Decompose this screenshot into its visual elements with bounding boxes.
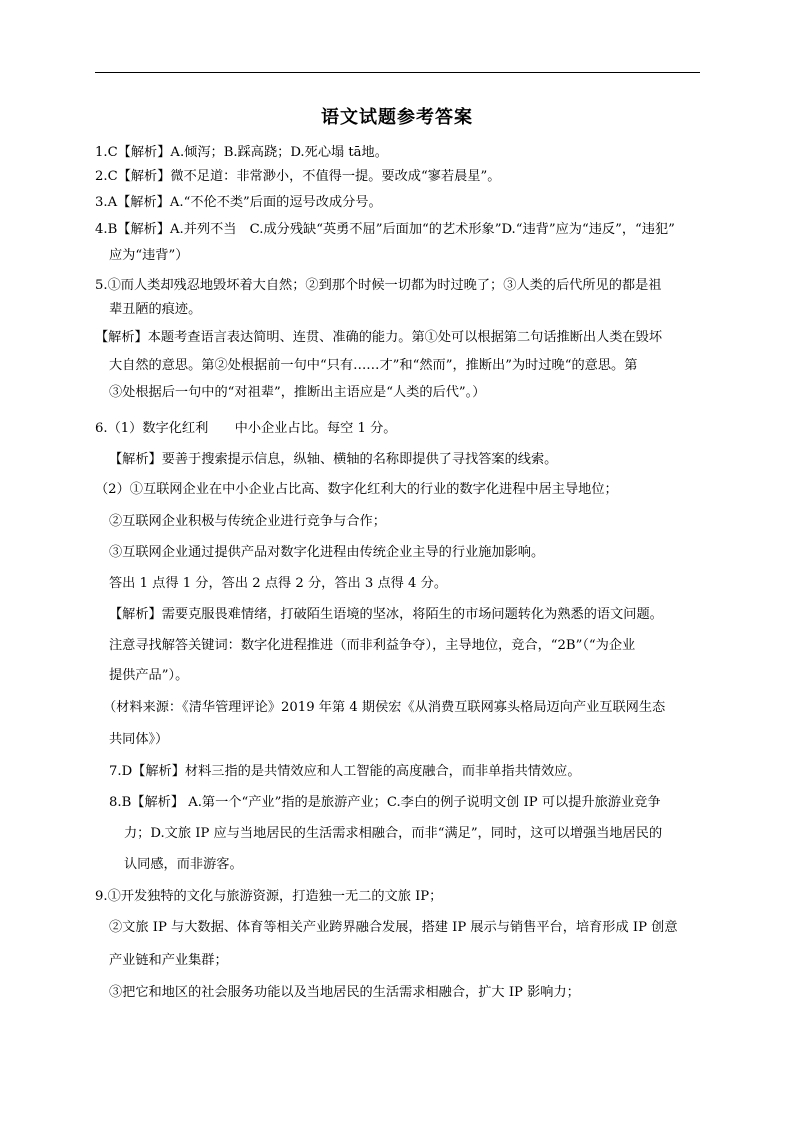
answer-line: 注意寻找解答关键词：数字化进程推进（而非利益争夺），主导地位，竞合，“2B”（“为企业 — [109, 638, 636, 653]
answer-line: 6.（1）数字化红利 中小企业占比。每空 1 分。 — [95, 421, 397, 436]
answer-line: 7.D【解析】材料三指的是共情效应和人工智能的高度融合，而非单指共情效应。 — [109, 764, 581, 779]
answer-line: 提供产品”）。 — [109, 668, 189, 683]
answer-line: 8.B【解析】 A.第一个“产业”指的是旅游产业；C.李白的例子说明文创 IP 可以提升旅游业竞争 — [109, 795, 661, 810]
answer-line: 【解析】要善于搜索提示信息，纵轴、横轴的名称即提供了寻找答案的线索。 — [109, 452, 558, 467]
page-title: 语文试题参考答案 — [321, 107, 473, 128]
header-rule — [95, 72, 700, 73]
answer-line: 认同感，而非游客。 — [124, 857, 243, 872]
answer-line: 力；D.文旅 IP 应与当地居民的生活需求相融合，而非“满足”，同时，这可以增强当地居民的 — [124, 826, 663, 841]
answer-line: 2.C【解析】微不足道：非常渺小，不值得一提。要改成“寥若晨星”。 — [95, 169, 501, 184]
answer-line: 1.C【解析】A.倾泻；B.踩高跷；D.死心塌 tā地。 — [95, 145, 388, 160]
answer-line: 【解析】需要克服畏难情绪，打破陌生语境的坚冰，将陌生的市场问题转化为熟悉的语文问题。 — [109, 607, 663, 622]
answer-line: 大自然的意思。第②处根据前一句中“只有……才”和“然而”，推断出”为时过晚“的意思。第 — [109, 358, 638, 373]
answer-line: 答出 1 点得 1 分，答出 2 点得 2 分，答出 3 点得 4 分。 — [109, 576, 448, 591]
answer-line: 3.A【解析】A.“不伦不类”后面的逗号改成分号。 — [95, 195, 382, 210]
answer-line: ③互联网企业通过提供产品对数字化进程由传统企业主导的行业施加影响。 — [109, 545, 545, 560]
answer-line: 应为“违背”） — [109, 248, 189, 263]
answer-line: 4.B【解析】A.并列不当 C.成分残缺“英勇不屈”后面加“的艺术形象”D.“违背”应为“违反”，“违犯” — [95, 222, 675, 237]
answer-line: ②互联网企业积极与传统企业进行竞争与合作； — [109, 514, 386, 529]
answer-line: ③把它和地区的社会服务功能以及当地居民的生活需求相融合，扩大 IP 影响力； — [109, 985, 580, 1000]
answer-line: 5.①而人类却残忍地毁坏着大自然；②到那个时候一切都为时过晚了；③人类的后代所见的都是祖 — [95, 278, 662, 293]
answer-line: ③处根据后一句中的“对祖辈”，推断出主语应是“人类的后代”。） — [109, 385, 486, 400]
answer-line: 辈丑陋的痕迹。 — [109, 302, 202, 317]
answer-line: ②文旅 IP 与大数据、体育等相关产业跨界融合发展，搭建 IP 展示与销售平台，培育形成 IP 创意 — [109, 920, 678, 935]
answer-line: 9.①开发独特的文化与旅游资源，打造独一无二的文旅 IP； — [95, 889, 443, 904]
answer-line: （材料来源：《清华管理评论》2019 年第 4 期侯宏《从消费互联网寡头格局迈向产业互联网生态 — [103, 700, 666, 715]
answer-line: 【解析】本题考查语言表达简明、连贯、准确的能力。第①处可以根据第二句话推断出人类在毁坏 — [95, 330, 663, 345]
answer-line: （2）①互联网企业在中小企业占比高、数字化红利大的行业的数字化进程中居主导地位； — [95, 482, 618, 497]
answer-line: 产业链和产业集群； — [109, 953, 228, 968]
answer-line: 共同体》） — [109, 732, 169, 747]
